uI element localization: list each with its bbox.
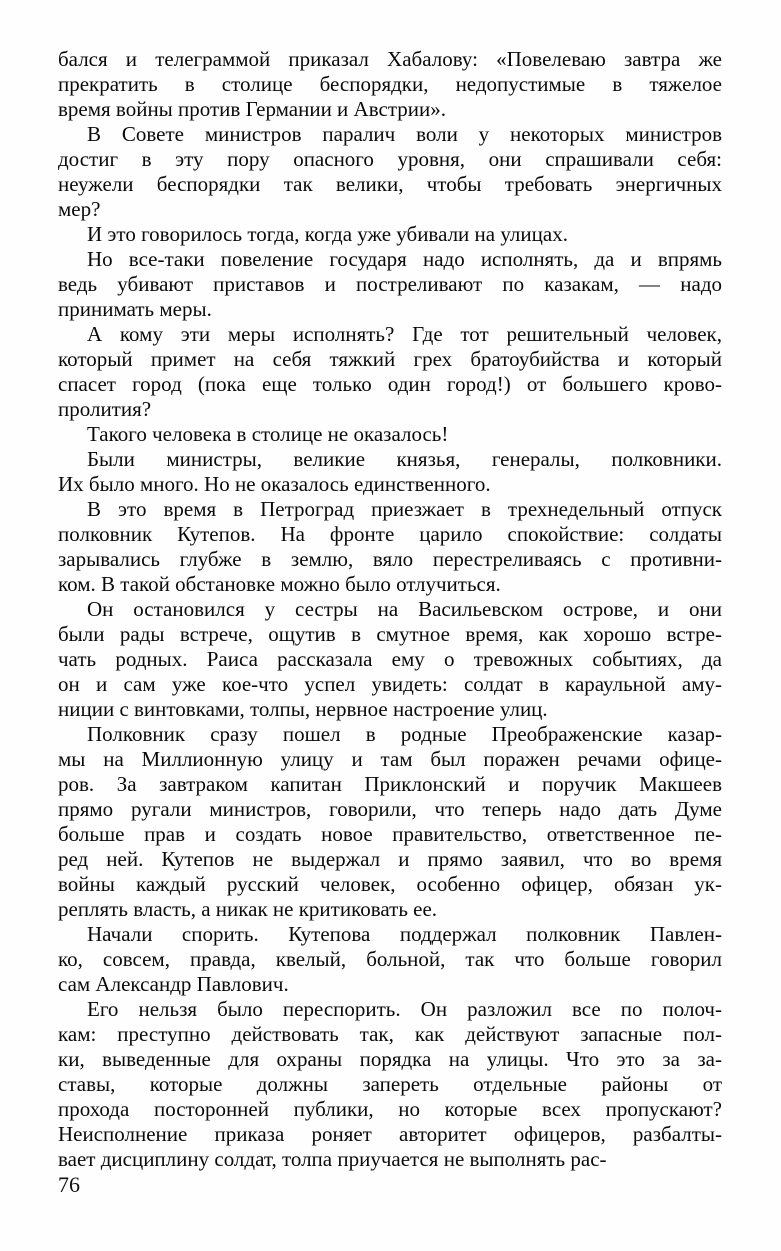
- text-line: Но все-таки повеление государя надо исполнять, да и впрямь: [87, 247, 722, 271]
- text-line: спасет город (пока еще только один город!) от большего крово-: [58, 372, 722, 396]
- text-line: были рады встрече, ощутив в смутное время, как хорошо встре-: [58, 622, 722, 646]
- text-line: прекратить в столице беспорядки, недопустимые в тяжелое: [58, 72, 722, 96]
- text-line: ведь убивают приставов и постреливают по казакам, — надо: [58, 272, 722, 296]
- text-line: который примет на себя тяжкий грех братоубийства и который: [58, 347, 722, 371]
- text-line: ставы, которые должны запереть отдельные районы от: [58, 1072, 722, 1096]
- text-line: он и сам уже кое-что успел увидеть: солдат в караульной аму-: [58, 672, 722, 696]
- text-line: неужели беспорядки так велики, чтобы требовать энергичных: [58, 172, 722, 196]
- paragraph: [58, 47, 722, 122]
- text-line: войны каждый русский человек, особенно офицер, обязан ук-: [58, 872, 722, 896]
- text-line: В это время в Петроград приезжает в трехнедельный отпуск: [87, 497, 722, 521]
- paragraph: [58, 122, 722, 222]
- text-line: Неисполнение приказа роняет авторитет офицеров, разбалты-: [58, 1122, 722, 1146]
- text-line: зарывались глубже в землю, вяло перестреливаясь с противни-: [58, 547, 722, 571]
- text-line: А кому эти меры исполнять? Где тот решительный человек,: [87, 322, 722, 346]
- paragraph: [58, 722, 722, 922]
- paragraph: [58, 997, 722, 1172]
- text-line: кам: преступно действовать так, как действуют запасные пол-: [58, 1022, 722, 1046]
- text-line: ко, совсем, правда, квелый, больной, так что больше говорил: [58, 947, 722, 971]
- text-line: полковник Кутепов. На фронте царило спокойствие: солдаты: [58, 522, 722, 546]
- paragraph: [58, 322, 722, 422]
- page-text: [58, 47, 722, 1172]
- text-line: чать родных. Раиса рассказала ему о тревожных событиях, да: [58, 647, 722, 671]
- text-line: Его нельзя было переспорить. Он разложил все по полоч-: [87, 997, 722, 1021]
- text-line: пролития?: [58, 397, 152, 421]
- paragraph: [58, 447, 722, 497]
- text-line: Были министры, великие князья, генералы, полковники.: [87, 447, 722, 471]
- text-line: бался и телеграммой приказал Хабалову: «Повелеваю завтра же: [58, 47, 722, 71]
- text-line: реплять власть, а никак не критиковать ее.: [58, 897, 438, 921]
- paragraph: [58, 247, 722, 322]
- text-line: мы на Миллионную улицу и там был поражен речами офице-: [58, 747, 722, 771]
- text-line: Полковник сразу пошел в родные Преображенские казар-: [87, 722, 722, 746]
- text-line: ред ней. Кутепов не выдержал и прямо заявил, что во время: [58, 847, 722, 871]
- text-line: больше прав и создать новое правительство, ответственное пе-: [58, 822, 722, 846]
- text-line: ки, выведенные для охраны порядка на улицы. Что это за за-: [58, 1047, 722, 1071]
- text-line: сам Александр Павлович.: [58, 972, 289, 996]
- paragraph: [58, 497, 722, 597]
- paragraph: [58, 222, 722, 247]
- paragraph: [58, 422, 722, 447]
- paragraph: [58, 922, 722, 997]
- text-line: В Совете министров паралич воли у некоторых министров: [87, 122, 722, 146]
- text-line: Их было много. Но не оказалось единственного.: [58, 472, 491, 496]
- text-line: Такого человека в столице не оказалось!: [87, 422, 449, 446]
- text-line: мер?: [58, 197, 101, 221]
- page-number: 76: [58, 1172, 80, 1197]
- text-line: принимать меры.: [58, 297, 212, 321]
- text-line: И это говорилось тогда, когда уже убивали на улицах.: [87, 222, 568, 246]
- text-line: время войны против Германии и Австрии».: [58, 97, 446, 121]
- text-line: ниции с винтовками, толпы, нервное настроение улиц.: [58, 697, 548, 721]
- text-line: ров. За завтраком капитан Приклонский и поручик Макшеев: [58, 772, 722, 796]
- paragraph: [58, 597, 722, 722]
- text-line: ком. В такой обстановке можно было отлучиться.: [58, 572, 501, 596]
- text-line: Он остановился у сестры на Васильевском острове, и они: [87, 597, 722, 621]
- text-line: вает дисциплину солдат, толпа приучается не выполнять рас-: [58, 1147, 607, 1171]
- text-line: прямо ругали министров, говорили, что теперь надо дать Думе: [58, 797, 722, 821]
- text-line: Начали спорить. Кутепова поддержал полковник Павлен-: [87, 922, 722, 946]
- text-line: достиг в эту пору опасного уровня, они спрашивали себя:: [58, 147, 722, 171]
- text-line: прохода посторонней публики, но которые всех пропускают?: [58, 1097, 722, 1121]
